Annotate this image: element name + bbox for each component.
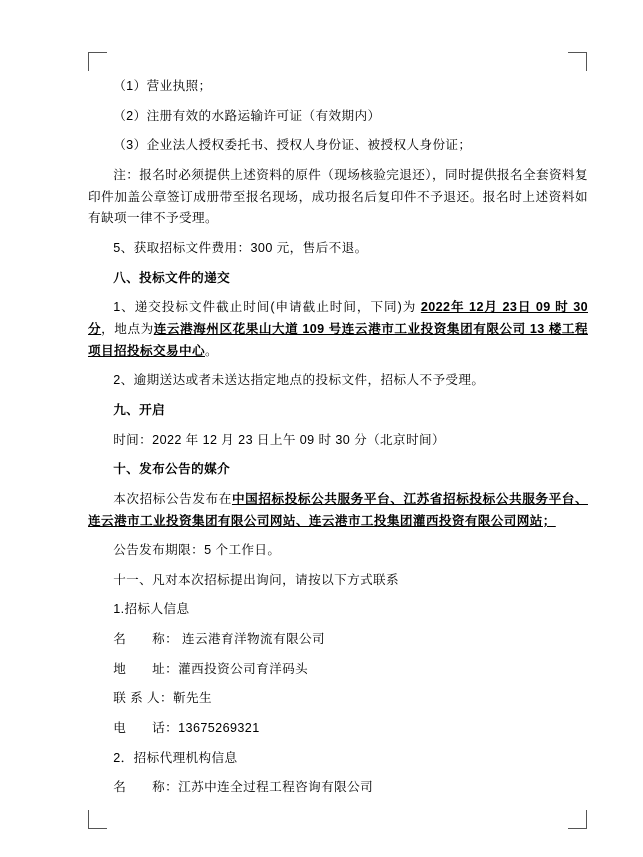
- submission-location-prefix: ，地点为: [101, 321, 154, 336]
- paragraph-section-eleven: 十一、凡对本次招标提出询问，请按以下方式联系: [113, 572, 400, 587]
- paragraph-announcement-period: 公告发布期限：5 个工作日。: [113, 543, 281, 558]
- paragraph-tenderee-contact: 联 系 人：靳先生: [113, 691, 212, 706]
- heading-section-nine: 九、开启: [113, 402, 166, 417]
- paragraph-agency-info-title: 2．招标代理机构信息: [113, 750, 238, 765]
- paragraph-document-fee: 5、获取招标文件费用：300 元，售后不退。: [113, 240, 368, 255]
- paragraph-tenderee-name: 名 称： 连云港育洋物流有限公司: [113, 632, 325, 647]
- announcement-media-list: 中国招标投标公共服务平台、江苏省招标投标公共服务平台、连云港市工业投资集团有限公司网站、连云港市工投集团灌西投资有限公司网站；: [88, 491, 588, 528]
- heading-section-eight: 八、投标文件的递交: [113, 270, 231, 285]
- announcement-media-prefix: 本次招标公告发布在: [113, 491, 232, 506]
- paragraph-registration-note: 注：报名时必须提供上述资料的原件（现场核验完退还），同时提供报名全套资料复印件加盖公章签订成册带至报名现场，成功报名后复印件不予退还。报名时上述资料如有缺项一律不予受理。: [88, 167, 588, 226]
- submission-deadline-datetime: 2022年 12月 23日 09 时 30 分: [88, 300, 588, 336]
- submission-period: 。: [204, 343, 218, 358]
- paragraph-late-submission: 2、逾期送达或者未送达指定地点的投标文件，招标人不予受理。: [113, 373, 485, 388]
- paragraph-tenderee-phone: 电 话：13675269321: [113, 721, 260, 736]
- paragraph-opening-time: 时间：2022 年 12 月 23 日上午 09 时 30 分（北京时间）: [113, 432, 446, 447]
- submission-deadline-prefix: 1、递交投标文件截止时间(申请截止时间，下同)为: [113, 300, 421, 315]
- paragraph-agency-name: 名 称：江苏中连全过程工程咨询有限公司: [113, 780, 374, 795]
- paragraph-tenderee-address: 地 址：灌西投资公司育洋码头: [113, 661, 309, 676]
- paragraph-water-transport-permit: （2）注册有效的水路运输许可证（有效期内）: [113, 108, 381, 123]
- crop-mark-top-left: [88, 52, 107, 71]
- paragraph-tenderee-info-title: 1.招标人信息: [113, 602, 190, 617]
- paragraph-business-license: （1）营业执照；: [113, 79, 212, 93]
- crop-mark-bottom-left: [88, 810, 107, 829]
- paragraph-submission-deadline: [88, 297, 588, 362]
- heading-section-ten: 十、发布公告的媒介: [113, 462, 231, 477]
- crop-mark-bottom-right: [568, 810, 587, 829]
- document-body: [88, 76, 588, 807]
- paragraph-announcement-media: [88, 489, 588, 532]
- submission-location: 连云港海州区花果山大道 109 号连云港市工业投资集团有限公司 13 楼工程项目招投标交易中心: [88, 321, 588, 358]
- crop-mark-top-right: [568, 52, 587, 71]
- paragraph-authorization-documents: （3）企业法人授权委托书、授权人身份证、被授权人身份证；: [113, 138, 472, 153]
